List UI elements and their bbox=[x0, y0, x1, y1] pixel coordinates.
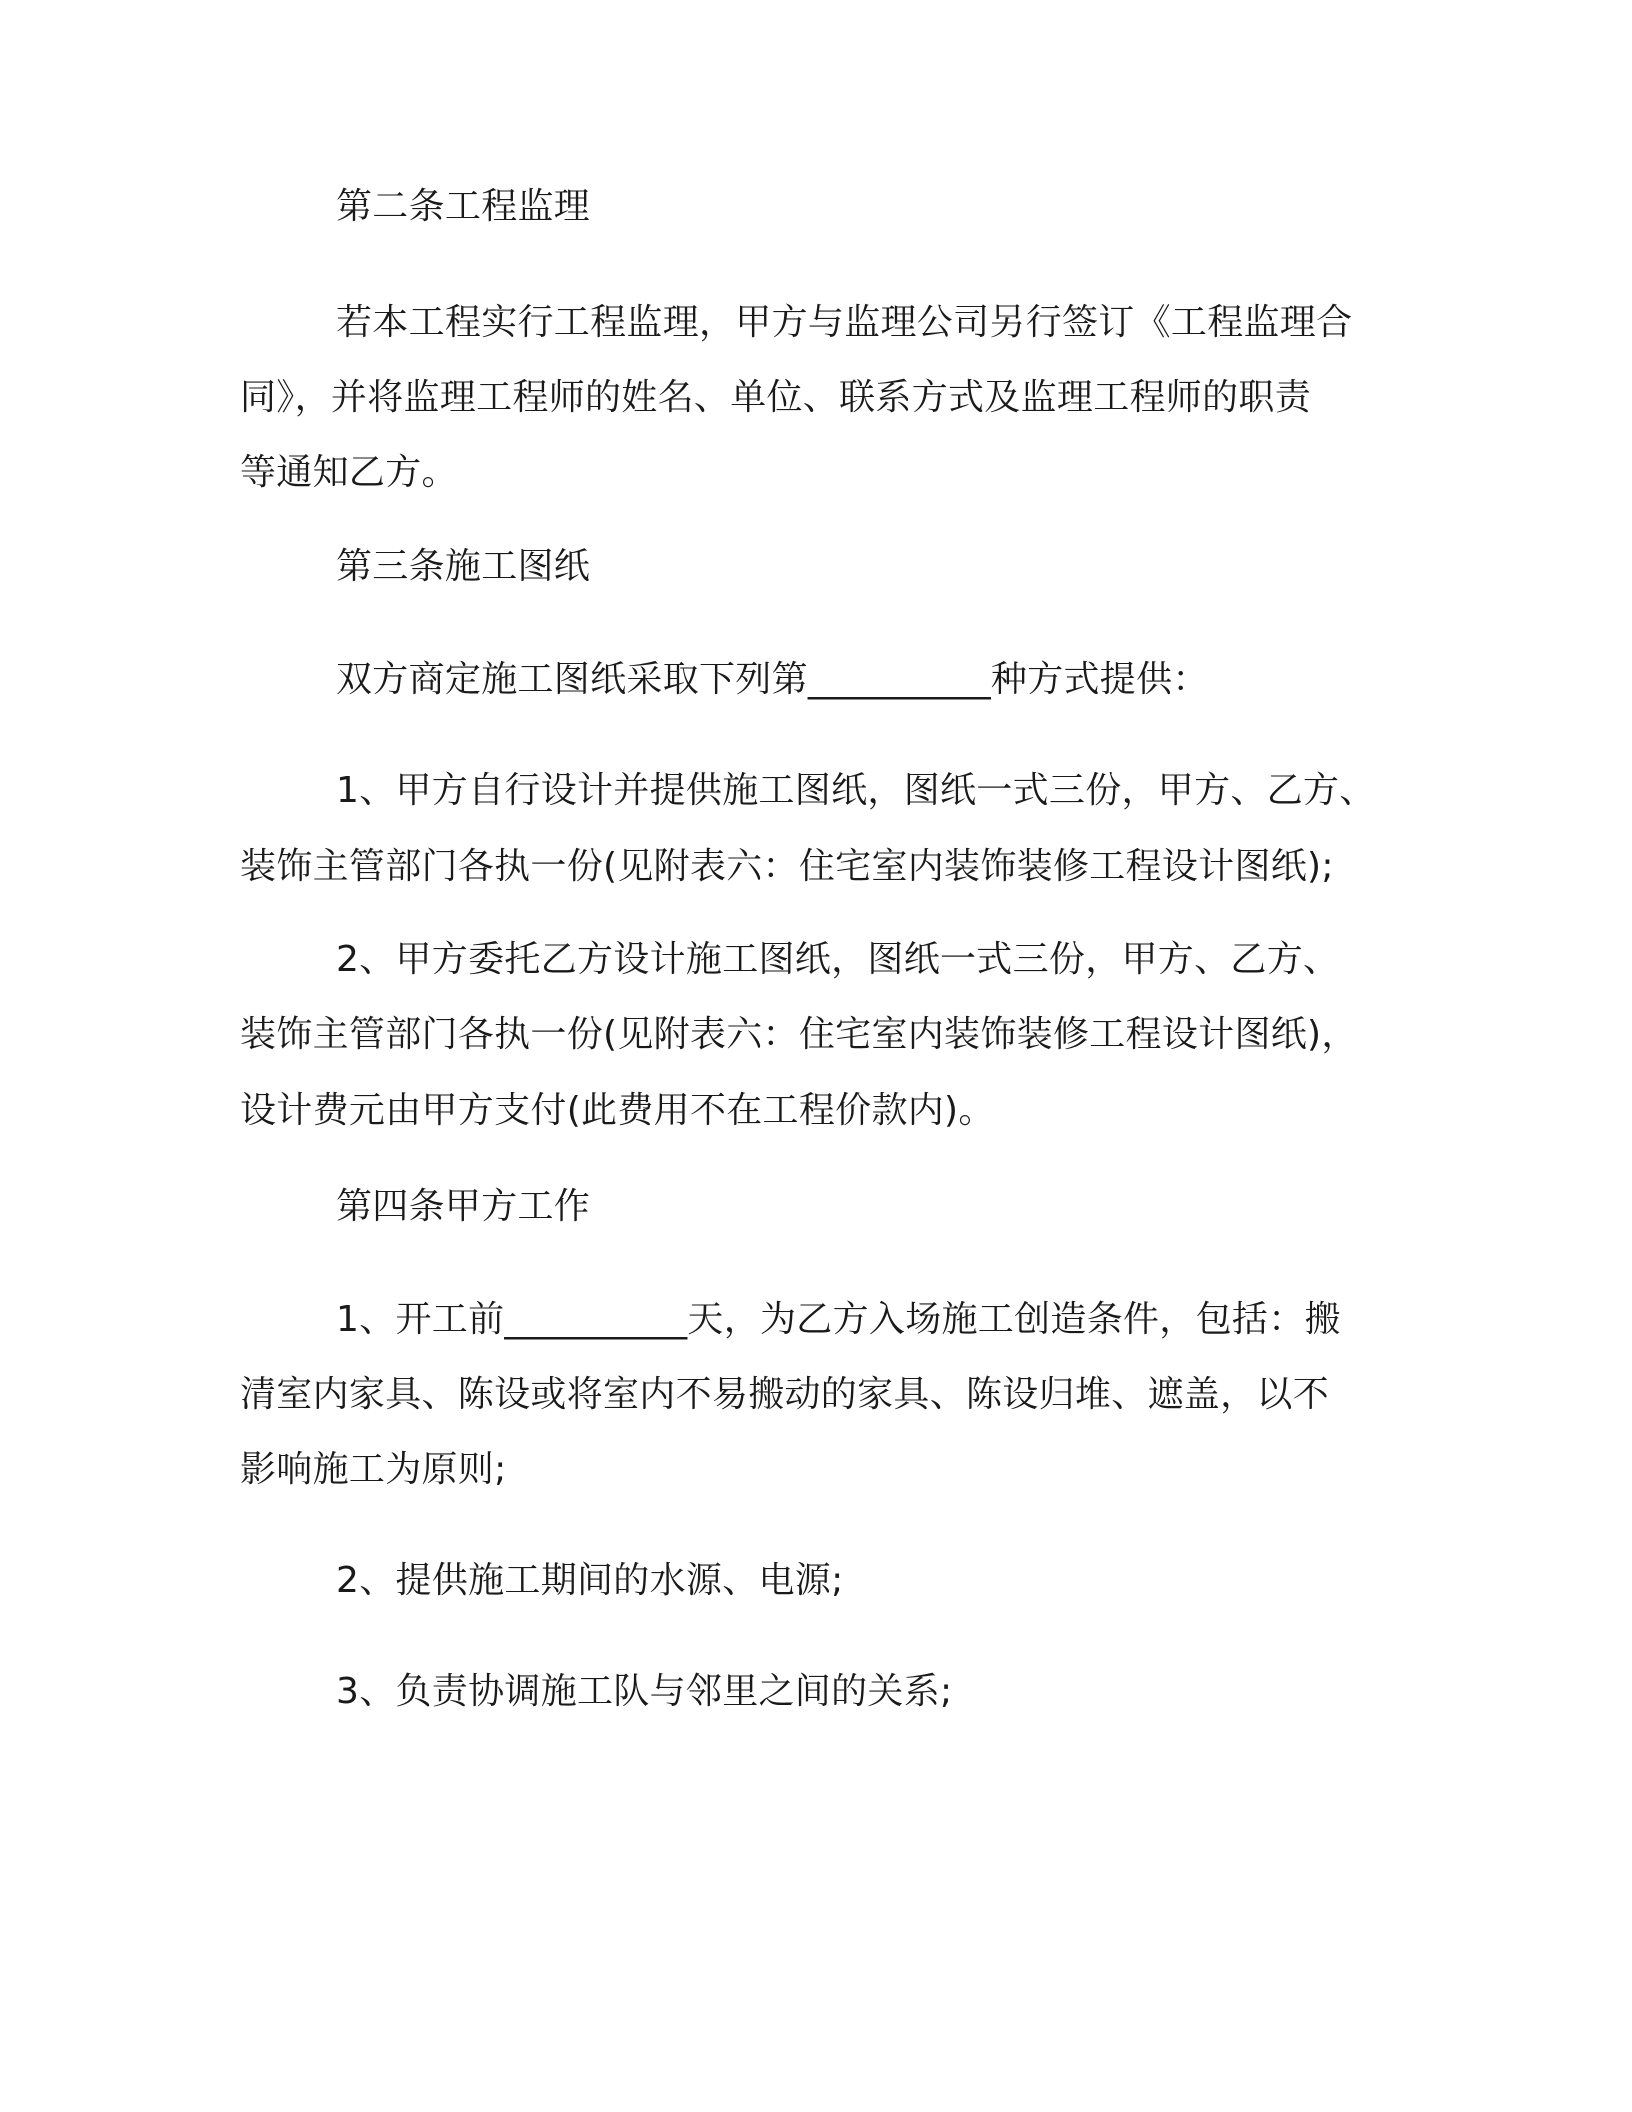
article-4-heading: 第四条甲方工作 bbox=[336, 1186, 591, 1227]
article-2-paragraph-line-1: 若本工程实行工程监理，甲方与监理公司另行签订《工程监理合 bbox=[336, 302, 1353, 343]
article-3-item-1-line-2: 装饰主管部门各执一份(见附表六：住宅室内装饰装修工程设计图纸); bbox=[240, 846, 1334, 887]
article-2-paragraph-line-3: 等通知乙方。 bbox=[240, 452, 458, 493]
article-4-item-2: 2、提供施工期间的水源、电源; bbox=[336, 1560, 844, 1601]
article-3-item-1-line-1: 1、甲方自行设计并提供施工图纸，图纸一式三份，甲方、乙方、 bbox=[336, 770, 1376, 811]
article-3-item-2-line-1: 2、甲方委托乙方设计施工图纸，图纸一式三份，甲方、乙方、 bbox=[336, 939, 1340, 980]
article-4-item-3: 3、负责协调施工队与邻里之间的关系; bbox=[336, 1671, 953, 1712]
article-4-item-1-line-2: 清室内家具、陈设或将室内不易搬动的家具、陈设归堆、遮盖，以不 bbox=[240, 1374, 1330, 1415]
article-4-item-1-line-3: 影响施工为原则; bbox=[240, 1449, 507, 1490]
article-2-paragraph-line-2: 同》，并将监理工程师的姓名、单位、联系方式及监理工程师的职责 bbox=[240, 377, 1312, 418]
article-3-item-2-line-2: 装饰主管部门各执一份(见附表六：住宅室内装饰装修工程设计图纸)， bbox=[240, 1014, 1358, 1055]
article-3-heading: 第三条施工图纸 bbox=[336, 546, 591, 587]
article-4-item-1-line-1: 1、开工前__________天，为乙方入场施工创造条件，包括：搬 bbox=[336, 1299, 1341, 1340]
article-3-item-2-line-3: 设计费元由甲方支付(此费用不在工程价款内)。 bbox=[240, 1090, 995, 1131]
article-3-intro: 双方商定施工图纸采取下列第__________种方式提供： bbox=[336, 659, 1209, 700]
article-2-heading: 第二条工程监理 bbox=[336, 186, 591, 227]
